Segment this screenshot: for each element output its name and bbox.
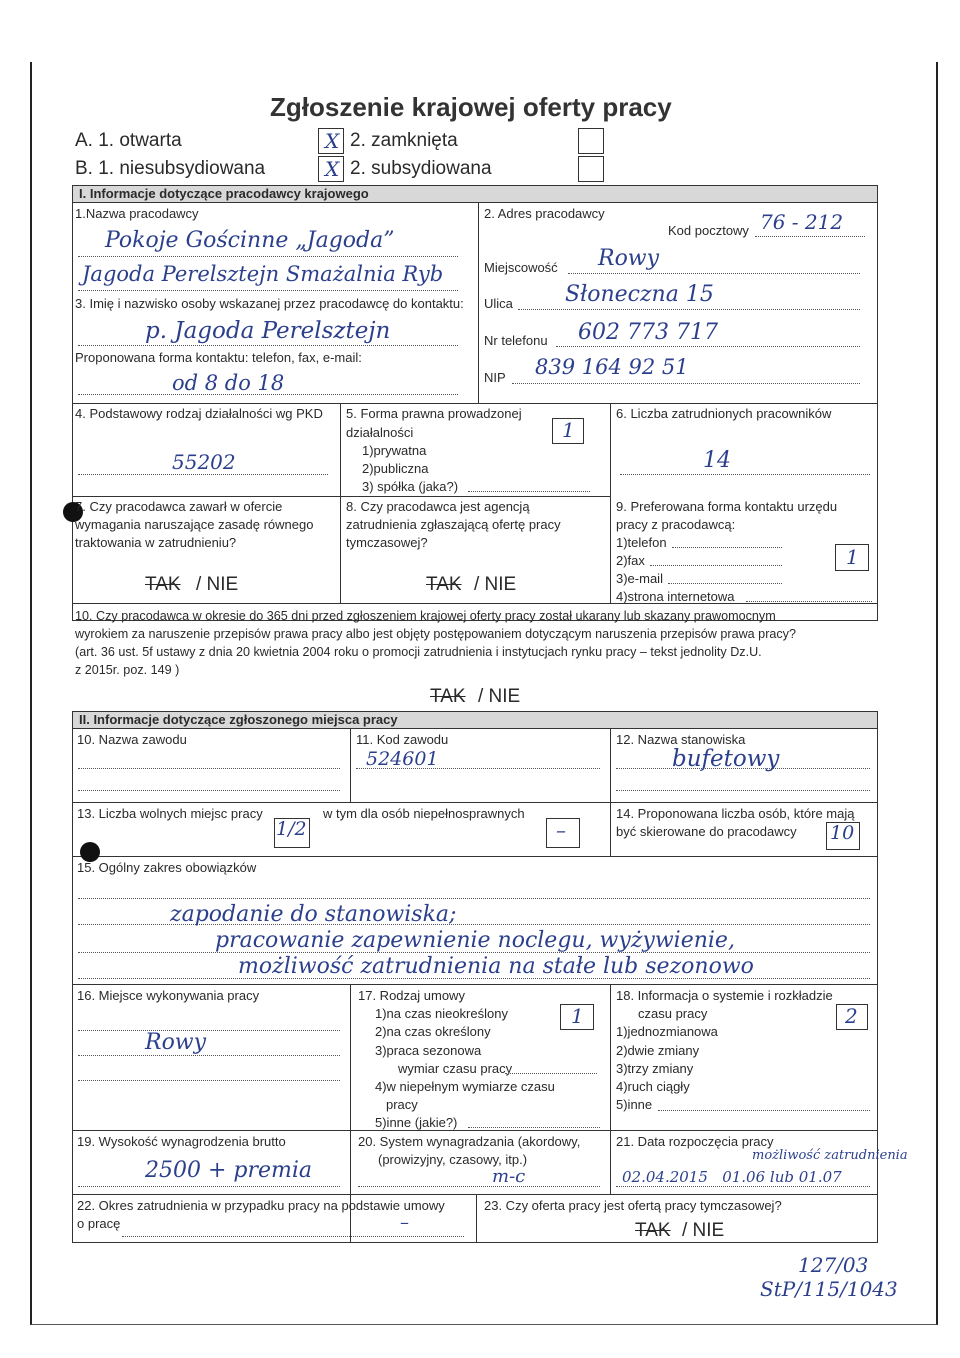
start-date-note: możliwość zatrudnienia [752, 1148, 908, 1163]
equal-treatment-label-1: 7. Czy pracodawca zawarł w ofercie [75, 499, 283, 514]
temporary-offer-label: 23. Czy oferta pracy jest ofertą pracy tymczasowej? [484, 1198, 782, 1213]
nip-label: NIP [484, 370, 506, 385]
temp-agency-tak[interactable]: TAK [426, 574, 462, 595]
profession-code-label: 11. Kod zawodu [356, 732, 449, 747]
position-name-value: bufetowy [672, 746, 780, 772]
city-label: Miejscowość [484, 260, 558, 275]
employer-name-line1: Pokoje Gościnne „Jagoda” [105, 228, 395, 253]
type-b-mark: X [325, 157, 340, 181]
preferred-contact-opt2: 2)fax [616, 553, 645, 568]
work-schedule-opt4: 4)ruch ciągły [616, 1079, 690, 1094]
section2-heading: II. Informacje dotyczące zgłoszonego miejsca pracy [72, 711, 878, 729]
legal-form-opt2: 2)publiczna [362, 461, 429, 476]
type-a-label: A. 1. otwarta [75, 130, 182, 151]
salary-label: 19. Wysokość wynagrodzenia brutto [77, 1134, 286, 1149]
employer-address-label: 2. Adres pracodawcy [484, 206, 605, 221]
employment-period-label-1: 22. Okres zatrudnienia w przypadku pracy na podstawie umowy [77, 1198, 445, 1213]
preferred-contact-opt4: 4)strona internetowa [616, 589, 735, 604]
penalty-question-1: 10. Czy pracodawca w okresie do 365 dni przed zgłoszeniem krajowej oferty pracy został ukarany lub skazany prawomocnym [75, 609, 776, 623]
preferred-contact-label-1: 9. Preferowana forma kontaktu urzędu [616, 499, 838, 514]
work-schedule-opt2: 2)dwie zmiany [616, 1043, 700, 1058]
employment-period-label-2: o pracę [77, 1216, 121, 1231]
duties-line2: pracowanie zapewnienie noclegu, wyżywienie, [215, 928, 735, 953]
temporary-offer-nie[interactable]: / NIE [682, 1220, 725, 1241]
work-schedule-value: 2 [845, 1004, 858, 1028]
street-label: Ulica [484, 296, 513, 311]
legal-form-opt3: 3) spółka (jaka?) [362, 479, 459, 494]
legal-form-value: 1 [562, 418, 575, 442]
start-date-value: 02.04.2015 01.06 lub 01.07 [622, 1168, 842, 1186]
pay-system-label-2: (prowizyjny, czasowy, itp.) [378, 1152, 528, 1167]
equal-treatment-nie[interactable]: / NIE [196, 574, 239, 595]
referral-count-label-2: być skierowane do pracodawcy [616, 824, 797, 839]
legal-form-label-1: 5. Forma prawna prowadzonej [346, 406, 522, 421]
profession-code-value: 524601 [366, 748, 439, 770]
pay-system-value: m-c [492, 1166, 526, 1187]
type-b2-label: 2. subsydiowana [350, 158, 492, 179]
referral-count-value: 10 [830, 822, 855, 844]
contact-form-value: od 8 do 18 [172, 371, 285, 395]
work-schedule-opt5: 5)inne [616, 1097, 653, 1112]
duties-line1: zapodanie do stanowiska; [170, 902, 457, 927]
penalty-question-2: wyrokiem za naruszenie przepisów prawa pracy albo jest objęty postępowaniem dotyczącym naruszenia przepisów prawa pracy? [75, 627, 796, 641]
vacancies-label: 13. Liczba wolnych miejsc pracy [77, 806, 263, 821]
contract-opt4b: pracy [386, 1097, 418, 1112]
pkd-label: 4. Podstawowy rodzaj działalności wg PKD [75, 406, 323, 421]
equal-treatment-label-2: wymagania naruszające zasadę równego [75, 517, 314, 532]
footer-note-2: StP/115/1043 [760, 1277, 898, 1301]
contract-opt2: 2)na czas określony [375, 1024, 491, 1039]
penalty-nie[interactable]: / NIE [478, 686, 521, 707]
penalty-question-4: z 2015r. poz. 149 ) [75, 663, 180, 677]
employees-count-value: 14 [703, 448, 731, 473]
type-a-mark: X [325, 129, 340, 153]
type-a2-label: 2. zamknięta [350, 130, 458, 151]
contract-opt3: 3)praca sezonowa [375, 1043, 482, 1058]
temp-agency-label-2: zatrudnienia zgłaszającą ofertę pracy [346, 517, 561, 532]
section1-heading: I. Informacje dotyczące pracodawcy krajowego [72, 185, 878, 203]
pay-system-label-1: 20. System wynagradzania (akordowy, [358, 1134, 581, 1149]
contract-opt4: 4)w niepełnym wymiarze czasu [375, 1079, 555, 1094]
contact-form-label: Proponowana forma kontaktu: telefon, fax, e-mail: [75, 350, 362, 365]
legal-form-opt1: 1)prywatna [362, 443, 427, 458]
footer-note-1: 127/03 [798, 1253, 869, 1277]
legal-form-label-2: działalności [346, 425, 414, 440]
city-value: Rowy [598, 246, 660, 271]
page-title: Zgłoszenie krajowej oferty pracy [270, 92, 672, 122]
employer-name-label: 1.Nazwa pracodawcy [75, 206, 199, 221]
duties-label: 15. Ogólny zakres obowiązków [77, 860, 257, 875]
disabled-vacancies-value: – [556, 818, 566, 842]
nip-value: 839 164 92 51 [535, 355, 689, 379]
preferred-contact-value: 1 [846, 545, 859, 569]
contract-type-label: 17. Rodzaj umowy [358, 988, 465, 1003]
work-schedule-opt1: 1)jednozmianowa [616, 1024, 718, 1039]
temp-agency-nie[interactable]: / NIE [474, 574, 517, 595]
temporary-offer-tak[interactable]: TAK [635, 1220, 671, 1241]
phone-value: 602 773 717 [578, 320, 718, 345]
pkd-value: 55202 [172, 450, 236, 474]
temp-agency-label-3: tymczasowej? [346, 535, 428, 550]
profession-label: 10. Nazwa zawodu [77, 732, 187, 747]
street-value: Słoneczna 15 [565, 282, 714, 307]
workplace-value: Rowy [145, 1030, 207, 1055]
preferred-contact-opt1: 1)telefon [616, 535, 667, 550]
postcode-label: Kod pocztowy [668, 223, 749, 238]
type-b-label: B. 1. niesubsydiowana [75, 158, 266, 179]
start-date-label: 21. Data rozpoczęcia pracy [616, 1134, 774, 1149]
type-a2-checkbox[interactable] [578, 128, 604, 154]
employer-name-line2: Jagoda Perelsztejn Smażalnia Ryb [82, 262, 444, 286]
referral-count-label-1: 14. Proponowana liczba osób, które mają [616, 806, 855, 821]
equal-treatment-tak[interactable]: TAK [145, 574, 181, 595]
contract-opt5: 5)inne (jakie?) [375, 1115, 458, 1130]
contract-type-value: 1 [571, 1004, 584, 1028]
workplace-label: 16. Miejsce wykonywania pracy [77, 988, 260, 1003]
employment-period-value: – [400, 1212, 409, 1233]
hole-punch-2 [80, 842, 100, 862]
salary-value: 2500 + premia [145, 1158, 313, 1183]
contract-opt3b: wymiar czasu pracy [398, 1061, 513, 1076]
work-schedule-label-2: czasu pracy [638, 1006, 708, 1021]
work-schedule-opt3: 3)trzy zmiany [616, 1061, 694, 1076]
preferred-contact-opt3: 3)e-mail [616, 571, 663, 586]
temp-agency-label-1: 8. Czy pracodawca jest agencją [346, 499, 530, 514]
postcode-value: 76 - 212 [760, 210, 844, 234]
contact-person-value: p. Jagoda Perelsztejn [145, 318, 391, 344]
employees-count-label: 6. Liczba zatrudnionych pracowników [616, 406, 832, 421]
work-schedule-label-1: 18. Informacja o systemie i rozkładzie [616, 988, 833, 1003]
phone-label: Nr telefonu [484, 333, 548, 348]
position-name-label: 12. Nazwa stanowiska [616, 732, 746, 747]
disabled-vacancies-label: w tym dla osób niepełnosprawnych [323, 806, 525, 821]
contract-opt1: 1)na czas nieokreślony [375, 1006, 508, 1021]
preferred-contact-label-2: pracy z pracodawcą: [616, 517, 736, 532]
type-b2-checkbox[interactable] [578, 156, 604, 182]
vacancies-value: 1/2 [276, 818, 307, 840]
penalty-question-3: (art. 36 ust. 5f ustawy z dnia 20 kwietnia 2004 roku o promocji zatrudnienia i instytucjach rynku pracy – tekst jednolity Dz.U. [75, 645, 762, 659]
duties-line3: możliwość zatrudnienia na stałe lub sezonowo [238, 954, 754, 979]
equal-treatment-label-3: traktowania w zatrudnieniu? [75, 535, 237, 550]
contact-person-label: 3. Imię i nazwisko osoby wskazanej przez pracodawcę do kontaktu: [75, 296, 464, 311]
penalty-tak[interactable]: TAK [430, 686, 466, 707]
